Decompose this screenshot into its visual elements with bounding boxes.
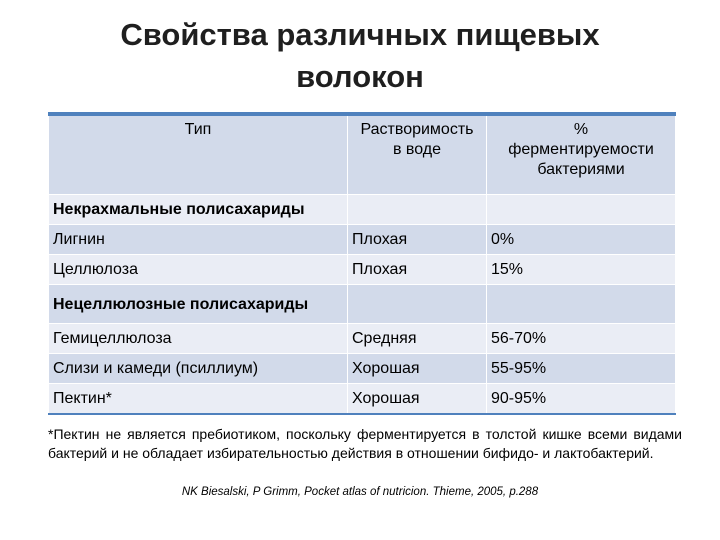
- table-header-row: [49, 114, 676, 195]
- header-solubility: Растворимость в воде: [348, 114, 487, 195]
- cell-fermentation: 90-95%: [487, 384, 676, 415]
- cell-solubility: Средняя: [348, 324, 487, 354]
- cell-type: Пектин*: [49, 384, 348, 415]
- table-row: [49, 324, 676, 354]
- fiber-properties-table: [48, 112, 676, 415]
- cell-fermentation: 15%: [487, 255, 676, 285]
- table-row: [49, 225, 676, 255]
- cell-type: Гемицеллюлоза: [49, 324, 348, 354]
- table-row: [49, 195, 676, 225]
- cell-fermentation: [487, 285, 676, 324]
- cell-solubility: [348, 195, 487, 225]
- source-citation: NK Biesalski, P Grimm, Pocket atlas of nutricion. Thieme, 2005, p.288: [181, 486, 539, 498]
- cell-solubility: Плохая: [348, 255, 487, 285]
- title-line-1: Свойства различных пищевых: [120, 17, 600, 52]
- title-line-2: волокон: [296, 59, 424, 94]
- cell-fermentation: [487, 195, 676, 225]
- cell-type: Целлюлоза: [49, 255, 348, 285]
- cell-type: Слизи и камеди (псиллиум): [49, 354, 348, 384]
- cell-type: Нецеллюлозные полисахариды: [49, 285, 348, 324]
- cell-solubility: Плохая: [348, 225, 487, 255]
- cell-type: Лигнин: [49, 225, 348, 255]
- cell-solubility: Хорошая: [348, 354, 487, 384]
- header-type: Тип: [49, 114, 348, 195]
- slide-title: [0, 14, 720, 98]
- cell-solubility: Хорошая: [348, 384, 487, 415]
- footnote: *Пектин не является пребиотиком, поскольку ферментируется в толстой кишке всеми видами бактерий и не обладает избирательностью действия в отношении бифидо- и лактобактерий.: [48, 426, 682, 461]
- cell-fermentation: 0%: [487, 225, 676, 255]
- cell-type: Некрахмальные полисахариды: [49, 195, 348, 225]
- cell-fermentation: 55-95%: [487, 354, 676, 384]
- table-row: [49, 384, 676, 415]
- cell-fermentation: 56-70%: [487, 324, 676, 354]
- table-row: [49, 354, 676, 384]
- table-row: [49, 255, 676, 285]
- header-fermentation: % ферментируемости бактериями: [487, 114, 676, 195]
- cell-solubility: [348, 285, 487, 324]
- table-row: [49, 285, 676, 324]
